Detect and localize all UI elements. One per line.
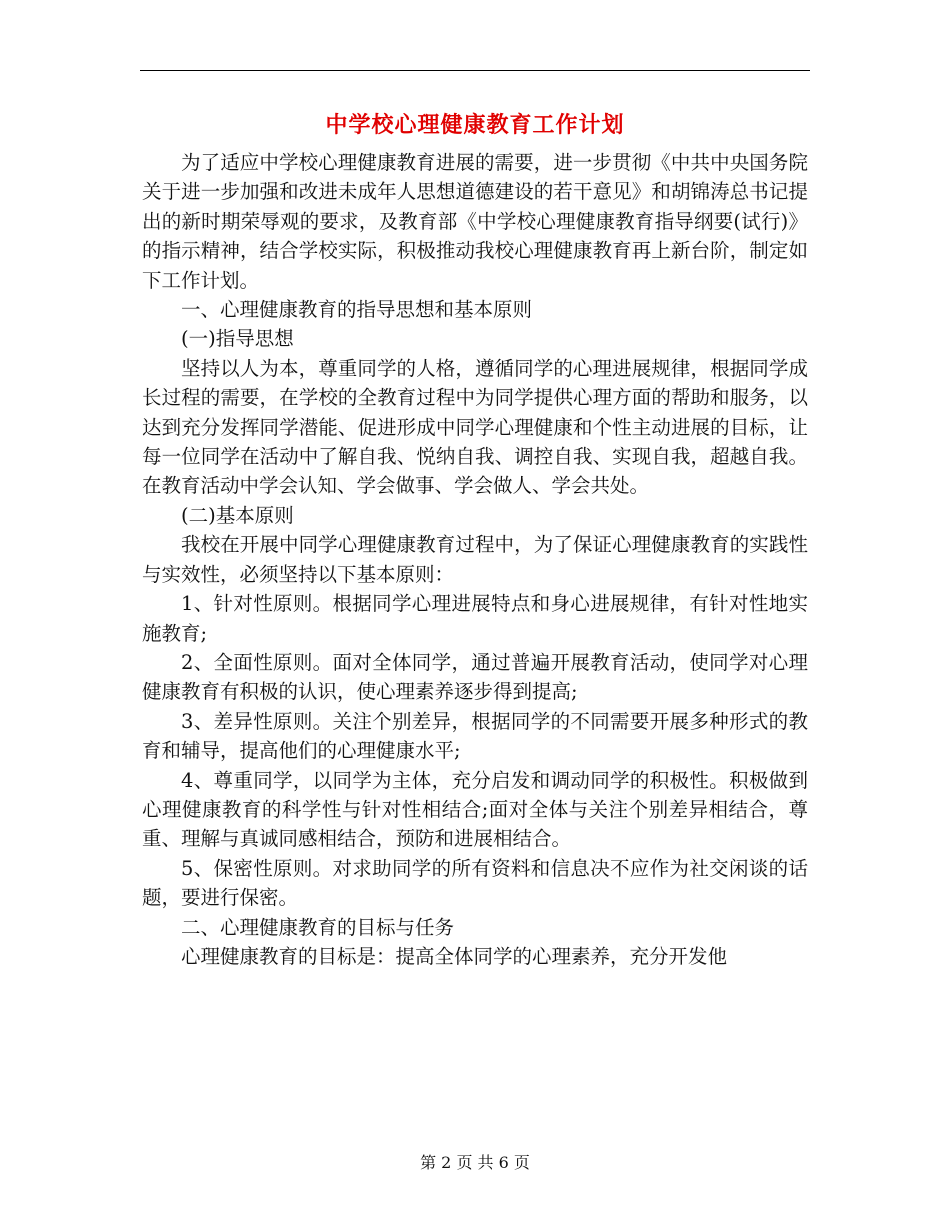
- intro-paragraph: 为了适应中学校心理健康教育进展的需要，进一步贯彻《中共中央国务院关于进一步加强和改进未成年人思想道德建设的若干意见》和胡锦涛总书记提出的新时期荣辱观的要求，及教育部《中学校心理健康教育指导纲要(试行)》的指示精神，结合学校实际，积极推动我校心理健康教育再上新台阶，制定如下工作计划。: [142, 151, 808, 292]
- guiding-thought-paragraph: 坚持以人为本，尊重同学的人格，遵循同学的心理进展规律，根据同学成长过程的需要，在学校的全教育过程中为同学提供心理方面的帮助和服务，以达到充分发挥同学潜能、促进形成中同学心理健康和个性主动进展的目标，让每一位同学在活动中了解自我、悦纳自我、调控自我、实现自我，超越自我。在教育活动中学会认知、学会做事、学会做人、学会共处。: [142, 356, 808, 498]
- document-title: 中学校心理健康教育工作计划: [325, 113, 625, 138]
- principle-item-1: 1、针对性原则。根据同学心理进展特点和身心进展规律，有针对性地实施教育;: [142, 592, 808, 645]
- header-rule: [140, 70, 810, 71]
- page-number: 第 2 页 共 6 页: [420, 1153, 530, 1172]
- section-heading-1: 一、心理健康教育的指导思想和基本原则: [181, 298, 533, 322]
- document-body: [142, 148, 808, 971]
- subsection-heading-basic-principles: (二)基本原则: [181, 503, 294, 527]
- section-heading-2: 二、心理健康教育的目标与任务: [181, 915, 455, 939]
- principles-intro-paragraph: 我校在开展中同学心理健康教育过程中，为了保证心理健康教育的实践性与实效性，必须坚持以下基本原则：: [142, 533, 808, 586]
- principle-item-3: 3、差异性原则。关注个别差异，根据同学的不同需要开展多种形式的教育和辅导，提高他们的心理健康水平;: [142, 709, 808, 763]
- goals-paragraph: 心理健康教育的目标是：提高全体同学的心理素养，充分开发他: [181, 944, 728, 968]
- principle-item-4: 4、尊重同学，以同学为主体，充分启发和调动同学的积极性。积极做到心理健康教育的科学性与针对性相结合;面对全体与关注个别差异相结合，尊重、理解与真诚同感相结合，预防和进展相结合。: [142, 768, 808, 851]
- subsection-heading-guiding-thought: (一)指导思想: [181, 327, 294, 351]
- principle-item-2: 2、全面性原则。面对全体同学，通过普遍开展教育活动，使同学对心理健康教育有积极的认识，使心理素养逐步得到提高;: [142, 650, 808, 704]
- principle-item-5: 5、保密性原则。对求助同学的所有资料和信息决不应作为社交闲谈的话题，要进行保密。: [142, 856, 808, 910]
